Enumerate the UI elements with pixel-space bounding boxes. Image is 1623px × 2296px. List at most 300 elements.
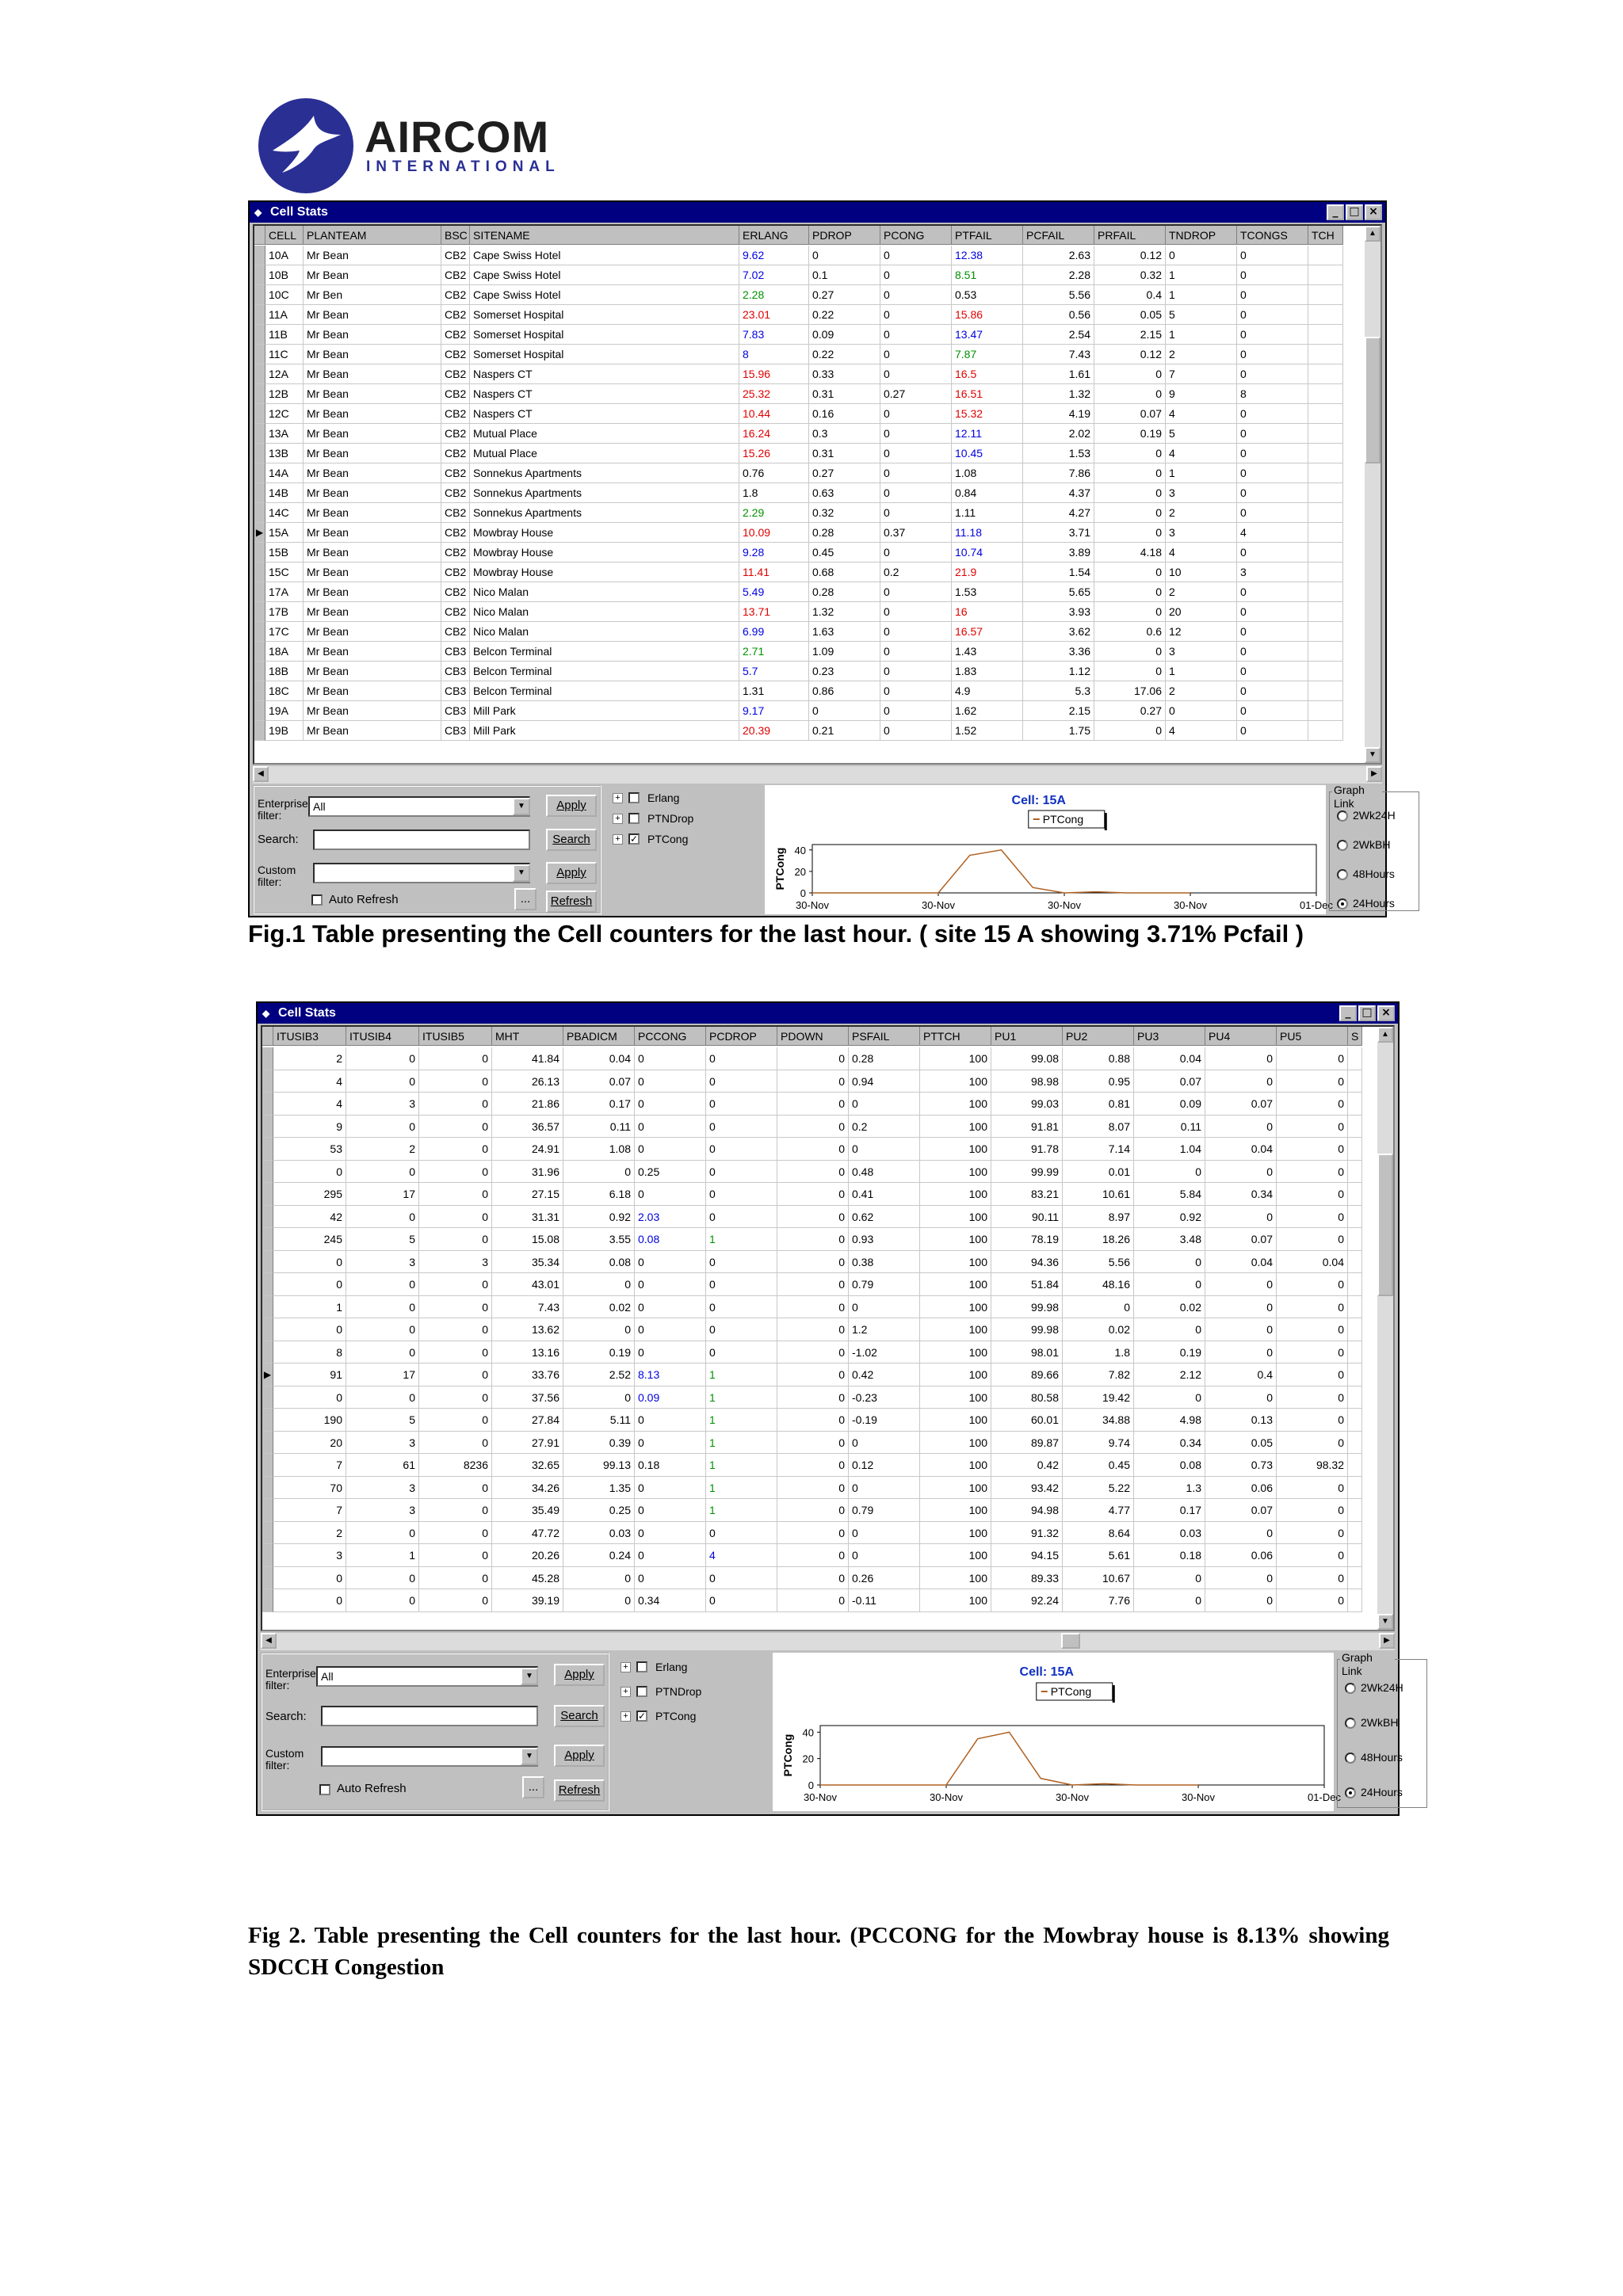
search-input[interactable] (313, 830, 530, 850)
row-indicator[interactable] (254, 483, 265, 503)
expand-plus-icon[interactable]: + (613, 814, 623, 824)
graph-link-radio-48hours[interactable] (1345, 1753, 1356, 1764)
table-cell: 0.19 (1134, 1341, 1205, 1364)
table-cell: 0 (880, 345, 952, 364)
table-row[interactable] (262, 1183, 1362, 1206)
table-cell: 5 (1166, 424, 1237, 444)
table-row[interactable] (262, 1138, 1362, 1161)
scroll-left-icon[interactable]: ◀ (261, 1633, 277, 1649)
row-indicator[interactable] (254, 681, 265, 701)
table-row[interactable] (254, 424, 1343, 444)
table-cell (1348, 1047, 1362, 1070)
row-indicator[interactable] (254, 701, 265, 721)
table-cell: 0.04 (1205, 1138, 1277, 1161)
table-row[interactable] (262, 1499, 1362, 1522)
expand-plus-icon[interactable]: + (621, 1662, 631, 1672)
maximize-button[interactable]: □ (1346, 204, 1363, 220)
row-indicator[interactable] (262, 1409, 273, 1432)
table-row[interactable] (254, 681, 1343, 701)
table-row[interactable] (254, 325, 1343, 345)
column-header[interactable]: PU4 (1205, 1027, 1277, 1046)
column-header[interactable]: PTTCH (920, 1027, 991, 1046)
column-header[interactable]: PCONG (880, 226, 952, 245)
row-indicator[interactable] (254, 384, 265, 404)
table-cell: 5.56 (1023, 285, 1094, 305)
cell-stats-window-1 (248, 200, 1396, 917)
row-indicator[interactable] (262, 1454, 273, 1477)
column-header[interactable]: MHT (492, 1027, 563, 1046)
table-row[interactable] (254, 305, 1343, 325)
table-row[interactable] (254, 543, 1343, 563)
table-cell: 0 (635, 1318, 706, 1341)
table-cell: 0.39 (563, 1432, 635, 1455)
table-cell: 0.34 (1205, 1183, 1277, 1206)
table-cell: 0 (880, 662, 952, 681)
graph-link-radio-24hours[interactable] (1345, 1787, 1356, 1798)
table-row[interactable] (262, 1386, 1362, 1409)
current-row-pointer-icon[interactable]: ▶ (254, 523, 265, 543)
table-cell: Mr Bean (304, 503, 441, 523)
row-indicator[interactable] (254, 503, 265, 523)
search-button[interactable]: Search (546, 829, 597, 851)
graph-link-radio-48hours[interactable] (1337, 869, 1348, 880)
cell-stats-table[interactable] (253, 224, 1382, 765)
table-cell: 5 (346, 1228, 419, 1251)
column-header[interactable]: PU2 (1063, 1027, 1134, 1046)
close-button[interactable]: × (1377, 1005, 1395, 1021)
column-header[interactable]: PCFAIL (1023, 226, 1094, 245)
table-cell: 0 (706, 1296, 777, 1319)
expand-plus-icon[interactable]: + (621, 1687, 631, 1697)
table-row[interactable] (254, 265, 1343, 285)
table-row[interactable] (254, 404, 1343, 424)
table-cell: 0.1 (809, 265, 880, 285)
table-cell: 0 (1237, 602, 1308, 622)
table-row[interactable] (262, 1318, 1362, 1341)
table-cell: -0.19 (849, 1409, 920, 1432)
row-indicator[interactable] (254, 622, 265, 642)
row-indicator[interactable] (262, 1273, 273, 1296)
column-header[interactable]: PRFAIL (1094, 226, 1166, 245)
scroll-down-icon[interactable]: ▼ (1377, 1614, 1393, 1630)
column-header[interactable]: PU3 (1134, 1027, 1205, 1046)
row-indicator[interactable] (254, 543, 265, 563)
row-indicator[interactable] (262, 1386, 273, 1409)
table-cell (1308, 384, 1343, 404)
table-row[interactable] (254, 563, 1343, 582)
table-row[interactable] (254, 246, 1343, 265)
table-cell: 0 (1237, 364, 1308, 384)
table-row[interactable] (262, 1228, 1362, 1251)
table-row[interactable] (262, 1161, 1362, 1184)
row-indicator[interactable] (254, 364, 265, 384)
minimize-button[interactable]: _ (1327, 204, 1344, 220)
table-row[interactable] (254, 345, 1343, 364)
column-header[interactable]: PTFAIL (952, 226, 1023, 245)
scroll-thumb[interactable] (1377, 1154, 1393, 1296)
table-cell: CB2 (441, 463, 470, 483)
row-indicator[interactable] (262, 1228, 273, 1251)
table-cell: 0.11 (1134, 1116, 1205, 1138)
column-header[interactable]: PLANTEAM (304, 226, 441, 245)
row-indicator[interactable] (254, 563, 265, 582)
table-row[interactable] (254, 662, 1343, 681)
table-cell: 0.42 (849, 1363, 920, 1386)
table-row[interactable] (262, 1116, 1362, 1138)
table-row[interactable] (254, 602, 1343, 622)
row-indicator[interactable] (262, 1116, 273, 1138)
table-row[interactable] (262, 1296, 1362, 1319)
table-row[interactable] (254, 285, 1343, 305)
column-header[interactable]: SITENAME (470, 226, 739, 245)
row-indicator[interactable] (254, 444, 265, 463)
table-cell: 0 (1205, 1318, 1277, 1341)
row-indicator[interactable] (262, 1567, 273, 1590)
enterprise-filter-select[interactable] (316, 1666, 538, 1687)
table-row[interactable] (262, 1522, 1362, 1545)
table-row[interactable] (262, 1047, 1362, 1070)
row-indicator[interactable] (254, 265, 265, 285)
table-cell: 3 (346, 1251, 419, 1274)
row-indicator[interactable] (254, 246, 265, 265)
row-indicator[interactable] (254, 721, 265, 741)
table-row[interactable] (254, 364, 1343, 384)
row-indicator[interactable] (262, 1318, 273, 1341)
row-indicator[interactable] (254, 463, 265, 483)
table-row[interactable] (254, 582, 1343, 602)
refresh-button[interactable]: Refresh (546, 891, 597, 913)
row-indicator[interactable] (262, 1499, 273, 1522)
table-cell: 34.88 (1063, 1409, 1134, 1432)
table-cell: 0 (1237, 642, 1308, 662)
custom-filter-select[interactable] (321, 1746, 538, 1767)
table-row[interactable] (262, 1363, 1362, 1386)
graph-link-radio-2wkbh[interactable] (1337, 840, 1348, 851)
column-header[interactable]: CELL (265, 226, 304, 245)
column-header[interactable]: PCDROP (706, 1027, 777, 1046)
custom-filter-select[interactable] (313, 863, 530, 883)
row-indicator[interactable] (262, 1522, 273, 1545)
table-cell: 100 (920, 1047, 991, 1070)
column-header[interactable]: ERLANG (739, 226, 809, 245)
search-button[interactable]: Search (554, 1705, 605, 1727)
chevron-down-icon[interactable]: ▼ (513, 864, 530, 882)
row-indicator[interactable] (262, 1138, 273, 1161)
table-cell: Mowbray House (470, 523, 739, 543)
table-row[interactable] (262, 1093, 1362, 1116)
auto-refresh-checkbox[interactable] (319, 1784, 330, 1795)
table-cell: 0 (563, 1589, 635, 1612)
expand-plus-icon[interactable]: + (621, 1711, 631, 1722)
scroll-left-icon[interactable]: ◀ (253, 766, 269, 782)
chevron-down-icon[interactable]: ▼ (513, 798, 530, 815)
table-cell: 0 (346, 1161, 419, 1184)
table-row[interactable] (262, 1070, 1362, 1093)
row-indicator[interactable] (254, 582, 265, 602)
scroll-thumb[interactable] (1061, 1633, 1080, 1649)
search-input[interactable] (321, 1706, 538, 1726)
row-indicator[interactable] (254, 662, 265, 681)
row-indicator[interactable] (254, 345, 265, 364)
table-cell: 0 (419, 1183, 492, 1206)
close-button[interactable]: × (1365, 204, 1382, 220)
table-cell: 0 (1237, 503, 1308, 523)
series-checkbox-erlang[interactable] (636, 1661, 647, 1672)
maximize-button[interactable]: □ (1358, 1005, 1376, 1021)
table-cell: 0.09 (1134, 1093, 1205, 1116)
table-cell: 100 (920, 1183, 991, 1206)
table-cell: 12B (265, 384, 304, 404)
table-cell (1348, 1138, 1362, 1161)
column-header[interactable]: PDOWN (777, 1027, 849, 1046)
expand-plus-icon[interactable]: + (613, 834, 623, 845)
window-titlebar[interactable] (258, 1003, 1398, 1024)
table-cell: 18A (265, 642, 304, 662)
row-indicator[interactable] (262, 1161, 273, 1184)
cell-counters-table[interactable] (261, 1025, 1395, 1631)
column-header[interactable]: TCH (1308, 226, 1343, 245)
row-indicator[interactable] (254, 305, 265, 325)
table-cell: 6.99 (739, 622, 809, 642)
table-cell: 0 (777, 1589, 849, 1612)
table-row[interactable] (254, 721, 1343, 741)
table-row[interactable] (262, 1567, 1362, 1590)
series-line-ptcong (820, 1732, 1198, 1785)
table-cell: 1 (706, 1409, 777, 1432)
table-cell: Mill Park (470, 701, 739, 721)
table-cell: 3.89 (1023, 543, 1094, 563)
window-titlebar[interactable] (250, 202, 1385, 223)
table-cell: 0.38 (849, 1251, 920, 1274)
column-header[interactable]: ITUSIB4 (346, 1027, 419, 1046)
legend-shadow (1105, 813, 1107, 830)
graph-link-radio-24hours[interactable] (1337, 898, 1348, 910)
ellipsis-button[interactable]: ... (514, 888, 537, 910)
table-cell: 9 (273, 1116, 346, 1138)
table-cell: 2.71 (739, 642, 809, 662)
vertical-scrollbar[interactable] (1365, 226, 1381, 763)
apply-custom-button[interactable]: Apply (546, 862, 597, 884)
table-cell: 4.27 (1023, 503, 1094, 523)
current-row-pointer-icon[interactable]: ▶ (262, 1363, 273, 1386)
row-indicator[interactable] (262, 1477, 273, 1500)
table-cell: 0 (777, 1454, 849, 1477)
row-indicator[interactable] (262, 1183, 273, 1206)
table-row[interactable] (262, 1409, 1362, 1432)
minimize-button[interactable]: _ (1339, 1005, 1357, 1021)
table-cell (1308, 563, 1343, 582)
auto-refresh-checkbox[interactable] (311, 894, 323, 906)
y-tick-label: 40 (794, 844, 806, 856)
row-indicator[interactable] (262, 1296, 273, 1319)
row-indicator[interactable] (262, 1070, 273, 1093)
table-cell: CB2 (441, 424, 470, 444)
table-cell: 0 (1094, 602, 1166, 622)
table-row[interactable] (262, 1206, 1362, 1229)
table-cell (1308, 503, 1343, 523)
search-label: Search: (265, 1710, 307, 1723)
table-cell: 31.31 (492, 1206, 563, 1229)
table-cell: 4 (706, 1544, 777, 1567)
column-header[interactable]: TCONGS (1237, 226, 1308, 245)
column-header[interactable]: ITUSIB3 (273, 1027, 346, 1046)
table-cell: 0 (1094, 444, 1166, 463)
table-cell: 60.01 (991, 1409, 1063, 1432)
table-cell: 4.77 (1063, 1499, 1134, 1522)
table-cell: 13.71 (739, 602, 809, 622)
table-cell: 19B (265, 721, 304, 741)
row-indicator[interactable] (254, 642, 265, 662)
table-row[interactable] (262, 1251, 1362, 1274)
series-checkbox-ptndrop[interactable] (628, 813, 640, 824)
column-header[interactable]: PCCONG (635, 1027, 706, 1046)
table-cell: 0 (880, 444, 952, 463)
table-row[interactable] (262, 1589, 1362, 1612)
refresh-button[interactable]: Refresh (554, 1779, 605, 1802)
series-checkbox-ptcong[interactable]: ✓ (630, 833, 639, 845)
logo-wordmark: AIRCOM (365, 112, 550, 162)
y-tick-label: 20 (802, 1753, 814, 1765)
x-tick-label: 30-Nov (1048, 899, 1081, 911)
table-cell (1348, 1273, 1362, 1296)
graph-link-radio-2wkbh[interactable] (1345, 1718, 1356, 1729)
table-cell: 0 (346, 1589, 419, 1612)
row-indicator[interactable] (262, 1206, 273, 1229)
table-cell: 1 (706, 1454, 777, 1477)
table-cell (1308, 523, 1343, 543)
table-cell: 3 (1237, 563, 1308, 582)
row-indicator[interactable] (254, 404, 265, 424)
horizontal-scrollbar[interactable] (261, 1633, 1395, 1650)
table-cell: 0 (1237, 246, 1308, 265)
table-cell (1308, 285, 1343, 305)
table-row[interactable] (262, 1454, 1362, 1477)
table-row[interactable] (254, 622, 1343, 642)
table-row[interactable] (262, 1477, 1362, 1500)
table-cell: 0 (273, 1318, 346, 1341)
apply-enterprise-button[interactable]: Apply (546, 795, 597, 817)
table-cell: 100 (920, 1138, 991, 1161)
table-cell: 0 (706, 1567, 777, 1590)
row-indicator[interactable] (262, 1093, 273, 1116)
row-indicator[interactable] (262, 1251, 273, 1274)
table-row[interactable] (254, 523, 1343, 543)
table-cell: 1 (706, 1363, 777, 1386)
table-cell: 0.32 (809, 503, 880, 523)
table-cell: 19A (265, 701, 304, 721)
table-row[interactable] (254, 463, 1343, 483)
series-checkbox-ptndrop[interactable] (636, 1686, 647, 1697)
table-row[interactable] (254, 384, 1343, 404)
table-cell: 0 (880, 681, 952, 701)
table-cell: 0 (419, 1273, 492, 1296)
scroll-right-icon[interactable]: ▶ (1379, 1633, 1395, 1649)
chevron-down-icon[interactable]: ▼ (521, 1748, 538, 1765)
table-cell: 14C (265, 503, 304, 523)
row-indicator[interactable] (262, 1432, 273, 1455)
graph-link-radio-2wk24h[interactable] (1345, 1683, 1356, 1694)
row-indicator[interactable] (262, 1589, 273, 1612)
table-cell: Somerset Hospital (470, 325, 739, 345)
column-header[interactable]: PSFAIL (849, 1027, 920, 1046)
row-indicator[interactable] (262, 1047, 273, 1070)
row-indicator[interactable] (254, 424, 265, 444)
table-row[interactable] (254, 642, 1343, 662)
series-checkbox-erlang[interactable] (628, 792, 640, 803)
table-row[interactable] (262, 1341, 1362, 1364)
table-cell: 2.02 (1023, 424, 1094, 444)
table-cell: Naspers CT (470, 384, 739, 404)
column-header[interactable]: PDROP (809, 226, 880, 245)
table-row[interactable] (254, 503, 1343, 523)
scroll-thumb[interactable] (1365, 337, 1381, 463)
row-indicator[interactable] (254, 325, 265, 345)
column-header[interactable]: TNDROP (1166, 226, 1237, 245)
table-row[interactable] (254, 444, 1343, 463)
row-indicator[interactable] (254, 602, 265, 622)
table-row[interactable] (262, 1273, 1362, 1296)
table-cell: 0.42 (991, 1454, 1063, 1477)
column-header[interactable]: ITUSIB5 (419, 1027, 492, 1046)
table-cell: 3.71 (1023, 523, 1094, 543)
table-cell: 1.43 (952, 642, 1023, 662)
table-cell: 35.49 (492, 1499, 563, 1522)
row-indicator[interactable] (262, 1544, 273, 1567)
table-row[interactable] (262, 1544, 1362, 1567)
table-cell: 34.26 (492, 1477, 563, 1500)
table-cell: 4 (273, 1070, 346, 1093)
graph-link-radio-2wk24h[interactable] (1337, 810, 1348, 822)
table-cell: 99.13 (563, 1454, 635, 1477)
table-cell: 0 (1094, 582, 1166, 602)
apply-enterprise-button[interactable]: Apply (554, 1664, 605, 1686)
table-cell: 2 (273, 1522, 346, 1545)
table-cell: 0 (777, 1341, 849, 1364)
scroll-down-icon[interactable]: ▼ (1365, 747, 1381, 763)
series-checkbox-ptcong[interactable]: ✓ (638, 1711, 647, 1722)
column-header[interactable]: PU1 (991, 1027, 1063, 1046)
expand-plus-icon[interactable]: + (613, 793, 623, 803)
scroll-up-icon[interactable]: ▲ (1377, 1027, 1393, 1043)
horizontal-scrollbar[interactable] (253, 766, 1382, 784)
table-cell: 1.75 (1023, 721, 1094, 741)
column-header[interactable]: S (1348, 1027, 1362, 1046)
table-cell: 8 (273, 1341, 346, 1364)
vertical-scrollbar[interactable] (1377, 1027, 1393, 1630)
ellipsis-button[interactable]: ... (522, 1776, 544, 1798)
table-cell: 18.26 (1063, 1228, 1134, 1251)
enterprise-filter-select[interactable] (308, 796, 530, 817)
table-cell: 0 (635, 1296, 706, 1319)
column-header[interactable]: PU5 (1277, 1027, 1348, 1046)
table-row[interactable] (262, 1432, 1362, 1455)
apply-custom-button[interactable]: Apply (554, 1745, 605, 1767)
table-row[interactable] (254, 701, 1343, 721)
column-header[interactable]: PBADICM (563, 1027, 635, 1046)
table-cell: 0 (1094, 503, 1166, 523)
cell-stats-window-2 (256, 1001, 1403, 1816)
scroll-up-icon[interactable]: ▲ (1365, 226, 1381, 242)
row-indicator[interactable] (262, 1341, 273, 1364)
table-cell: 0 (880, 701, 952, 721)
y-axis-label: PTCong (781, 1733, 794, 1777)
scroll-right-icon[interactable]: ▶ (1366, 766, 1382, 782)
table-row[interactable] (254, 483, 1343, 503)
enterprise-filter-value: All (321, 1670, 334, 1683)
chevron-down-icon[interactable]: ▼ (521, 1668, 538, 1685)
row-indicator[interactable] (254, 285, 265, 305)
column-header[interactable]: BSC (441, 226, 470, 245)
